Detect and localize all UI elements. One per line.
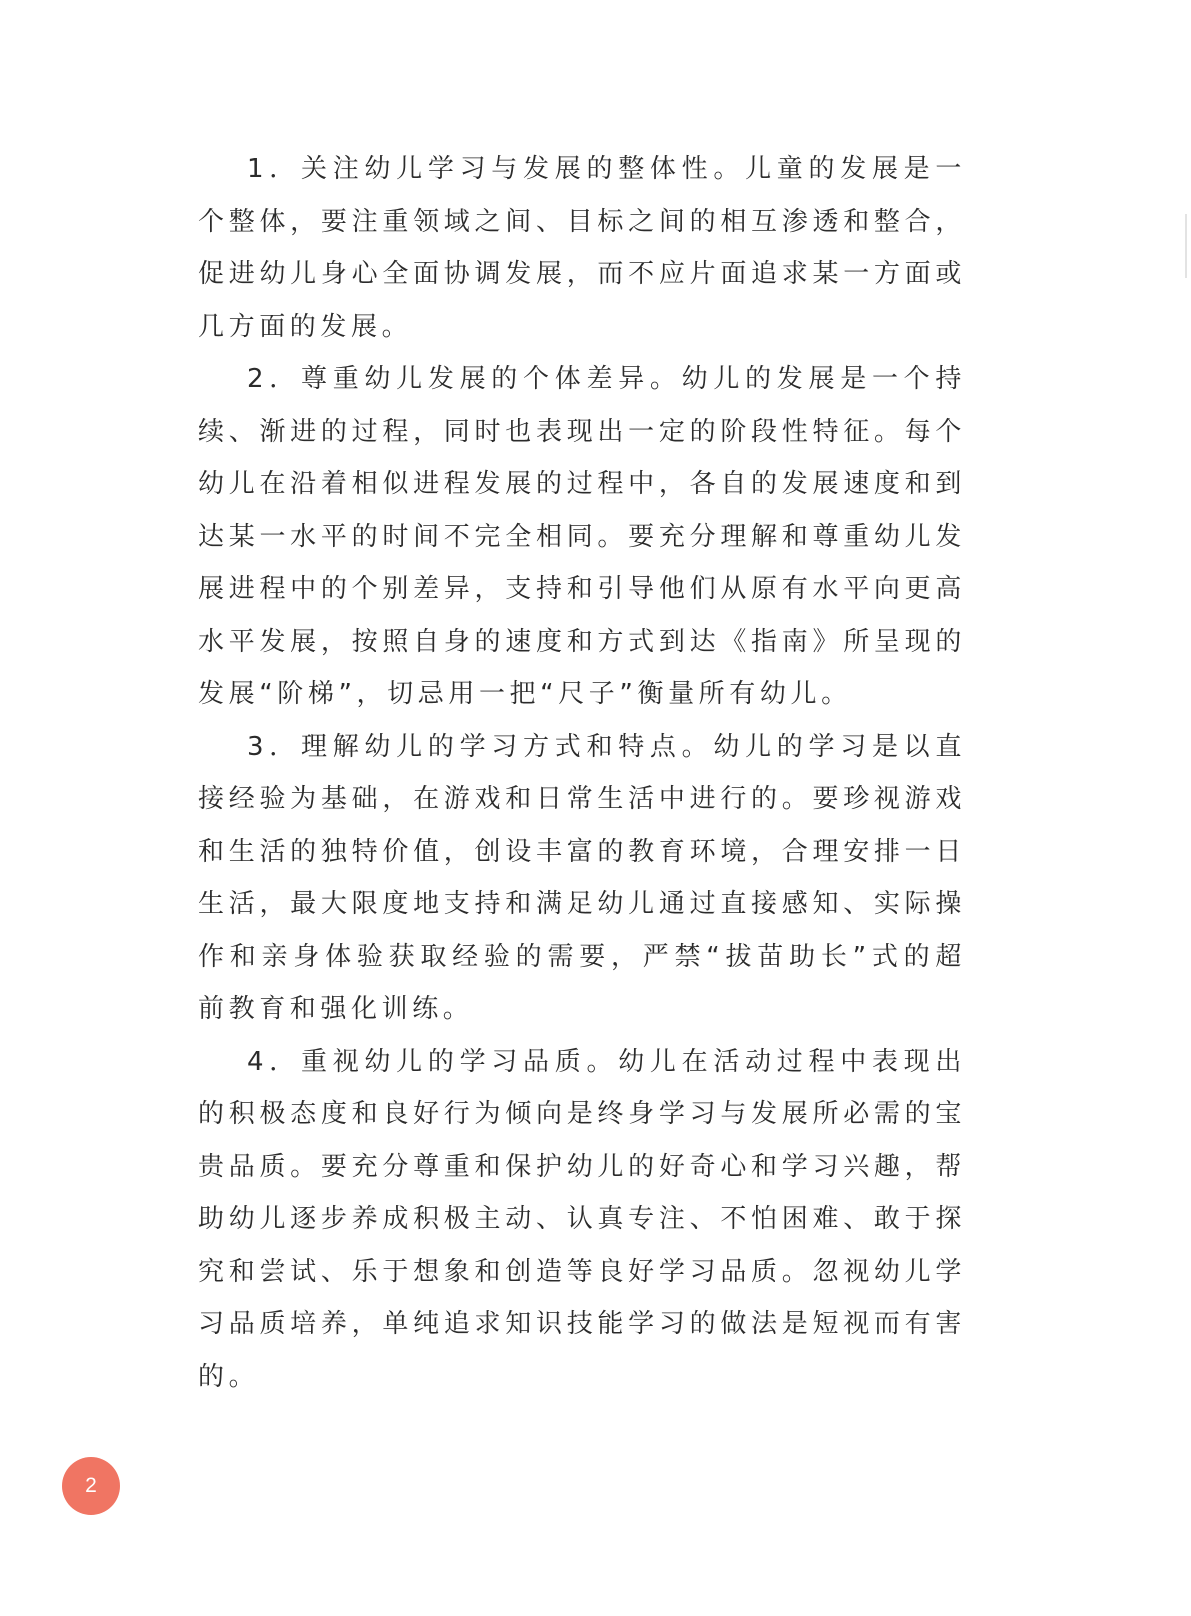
paragraph-3: 3．理解幼儿的学习方式和特点。幼儿的学习是以直接经验为基础，在游戏和日常生活中进行的。要珍视游戏和生活的独特价值，创设丰富的教育环境，合理安排一日生活，最大限度地支持和满足幼儿通过直接感知、实际操作和亲身体验获取经验的需要，严禁“拔苗助长”式的超前教育和强化训练。 bbox=[198, 731, 966, 1024]
text-body bbox=[198, 143, 966, 1403]
paragraph-2: 2．尊重幼儿发展的个体差异。幼儿的发展是一个持续、渐进的过程，同时也表现出一定的阶段性特征。每个幼儿在沿着相似进程发展的过程中，各自的发展速度和到达某一水平的时间不完全相同。要充分理解和尊重幼儿发展进程中的个别差异，支持和引导他们从原有水平向更高水平发展，按照自身的速度和方式到达《指南》所呈现的发展“阶梯”，切忌用一把“尺子”衡量所有幼儿。 bbox=[198, 364, 966, 709]
paragraph-1: 1．关注幼儿学习与发展的整体性。儿童的发展是一个整体，要注重领域之间、目标之间的相互渗透和整合，促进幼儿身心全面协调发展，而不应片面追求某一方面或几方面的发展。 bbox=[198, 154, 966, 342]
page-edge-mark bbox=[1185, 214, 1187, 278]
page-number: 2 bbox=[85, 1474, 97, 1497]
page-number-badge bbox=[62, 1457, 120, 1515]
paragraph-4: 4．重视幼儿的学习品质。幼儿在活动过程中表现出的积极态度和良好行为倾向是终身学习与发展所必需的宝贵品质。要充分尊重和保护幼儿的好奇心和学习兴趣，帮助幼儿逐步养成积极主动、认真专注、不怕困难、敢于探究和尝试、乐于想象和创造等良好学习品质。忽视幼儿学习品质培养，单纯追求知识技能学习的做法是短视而有害的。 bbox=[198, 1046, 966, 1392]
